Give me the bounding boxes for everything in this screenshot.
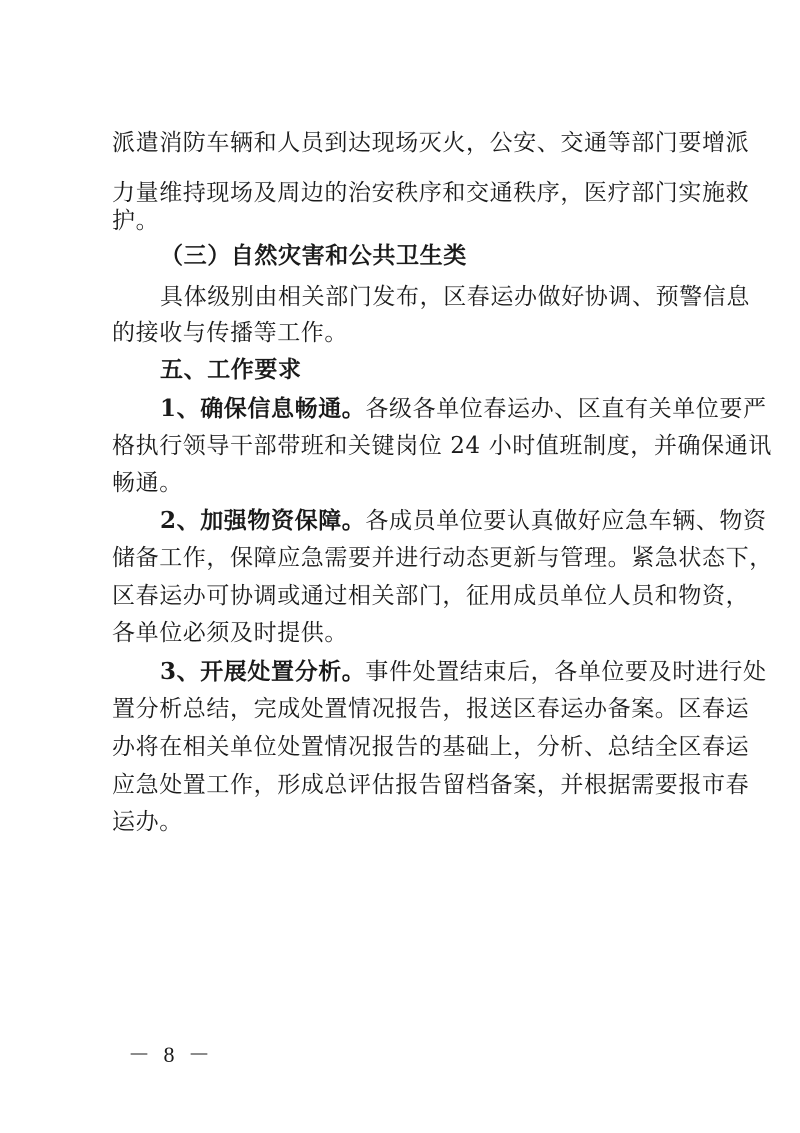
item-3-line-5: 运办。 — [112, 809, 183, 835]
item-2-text: 各成员单位要认真做好应急车辆、物资 — [365, 508, 767, 534]
item-3-title: 3、开展处置分析。 — [160, 658, 366, 685]
item-2-line-1 — [160, 506, 767, 536]
item-2-line-3: 区春运办可协调或通过相关部门，征用成员单位人员和物资， — [112, 583, 750, 609]
item-2-line-2: 储备工作，保障应急需要并进行动态更新与管理。紧急状态下， — [112, 545, 773, 571]
paragraph-1-line-2: 力量维持现场及周边的治安秩序和交通秩序，医疗部门实施救 — [112, 180, 750, 206]
item-2-line-4: 各单位必须及时提供。 — [112, 620, 348, 646]
paragraph-2-line-1: 具体级别由相关部门发布，区春运办做好协调、预警信息 — [160, 284, 750, 310]
page-number: － 8 － — [128, 1042, 215, 1067]
item-2-title: 2、加强物资保障。 — [160, 507, 366, 534]
item-3-line-2: 置分析总结，完成处置情况报告，报送区春运办备案。区春运 — [112, 696, 750, 722]
paragraph-1-line-3: 护。 — [112, 208, 160, 234]
paragraph-1-line-1: 派遣消防车辆和人员到达现场灭火，公安、交通等部门要增派 — [112, 130, 750, 156]
item-1-line-2: 格执行领导干部带班和关键岗位 24 小时值班制度，并确保通讯 — [112, 433, 772, 459]
item-3-line-1 — [160, 657, 767, 687]
item-3-line-3: 办将在相关单位处置情况报告的基础上，分析、总结全区春运 — [112, 734, 750, 760]
subsection-3-title: （三）自然灾害和公共卫生类 — [160, 242, 467, 269]
item-3-text: 事件处置结束后，各单位要及时进行处 — [365, 659, 767, 685]
item-3-line-4: 应急处置工作，形成总评估报告留档备案，并根据需要报市春 — [112, 772, 750, 798]
section-5-title: 五、工作要求 — [160, 357, 302, 383]
item-1-text: 各级各单位春运办、区直有关单位要严 — [365, 396, 767, 422]
paragraph-2-line-2: 的接收与传播等工作。 — [112, 320, 348, 346]
item-1-line-1 — [160, 394, 767, 424]
item-1-line-3: 畅通。 — [112, 470, 183, 496]
item-1-title: 1、确保信息畅通。 — [160, 395, 366, 422]
